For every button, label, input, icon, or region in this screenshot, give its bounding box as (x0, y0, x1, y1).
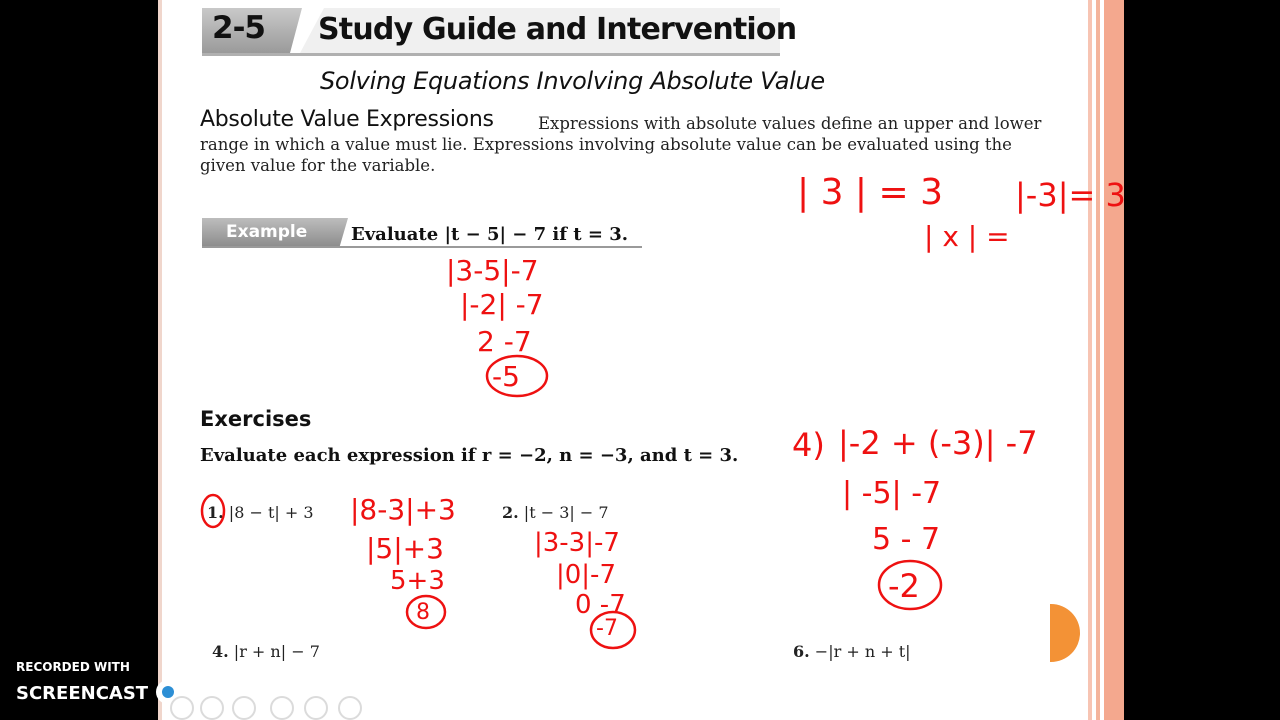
pen-tool-icon[interactable] (232, 696, 256, 720)
exercise-expression: −|r + n + t| (814, 642, 911, 661)
hw-p4-step-2: | -5| -7 (842, 476, 942, 511)
hw-abs-x: | x | = (924, 220, 1010, 253)
hw-p1-answer: 8 (416, 600, 430, 625)
hw-p4-number: 4) (792, 426, 825, 464)
hw-p4-step-3: 5 - 7 (872, 522, 941, 557)
exercise-number: 4. (212, 642, 229, 661)
hw-p2-answer: -7 (596, 616, 618, 641)
hw-abs-3: | 3 | = 3 (797, 172, 944, 213)
hw-example-step-1: |3-5|-7 (446, 254, 539, 287)
exercise-expression: |r + n| − 7 (233, 642, 320, 661)
brand-suffix: MATIC (188, 685, 241, 703)
slides-icon[interactable] (270, 696, 294, 720)
exercises-directions: Evaluate each expression if r = −2, n = −3, and t = 3. (200, 445, 739, 466)
section-body: Expressions with absolute values define an upper and lower range in which a value must lie. Expressions involving absolute value can be evaluated using the given value for the variable. (200, 114, 1042, 175)
circle-problem-2-answer (591, 612, 635, 648)
hw-example-answer: -5 (492, 360, 520, 393)
circle-problem-4-answer (879, 561, 941, 609)
zoom-icon[interactable] (304, 696, 328, 720)
hw-p2-step-3: 0 -7 (575, 590, 626, 620)
exercise-number: 6. (793, 642, 810, 661)
player-toolbar (160, 694, 370, 720)
hw-abs-neg3: |-3|= 3 (1015, 176, 1126, 214)
hw-p4-step-1: |-2 + (-3)| -7 (838, 424, 1038, 462)
hw-p1-step-3: 5+3 (390, 566, 445, 596)
exercise-expression: |t − 3| − 7 (523, 503, 609, 522)
circle-problem-1-number (202, 495, 224, 527)
exercise-expression: |8 − t| + 3 (228, 503, 314, 522)
hw-p1-step-2: |5|+3 (366, 532, 444, 565)
circle-problem-1-answer (407, 596, 445, 628)
hw-p2-step-1: |3-3|-7 (534, 528, 620, 558)
forward-button-icon[interactable] (200, 696, 224, 720)
brand-text: SCREENCAST (16, 683, 149, 704)
hw-p4-answer: -2 (888, 567, 920, 605)
hw-example-step-2: |-2| -7 (460, 288, 544, 321)
example-label: Example (226, 222, 308, 242)
exercises-heading: Exercises (200, 407, 312, 431)
circle-example-answer (487, 356, 547, 396)
guide-title: Study Guide and Intervention (318, 12, 797, 47)
hw-p1-step-1: |8-3|+3 (350, 493, 456, 526)
more-options-icon[interactable] (338, 696, 362, 720)
exercise-number: 1. (207, 503, 224, 522)
lesson-subtitle: Solving Equations Involving Absolute Value (320, 67, 825, 95)
recorded-with-label: RECORDED WITH (16, 660, 130, 674)
lesson-number: 2-5 (212, 10, 266, 46)
example-prompt: Evaluate |t − 5| − 7 if t = 3. (351, 224, 628, 245)
section-heading: Absolute Value Expressions (200, 107, 494, 132)
hw-example-step-3: 2 -7 (477, 325, 532, 358)
exercise-number: 2. (502, 503, 519, 522)
hw-p2-step-2: |0|-7 (556, 560, 616, 590)
back-button-icon[interactable] (170, 696, 194, 720)
